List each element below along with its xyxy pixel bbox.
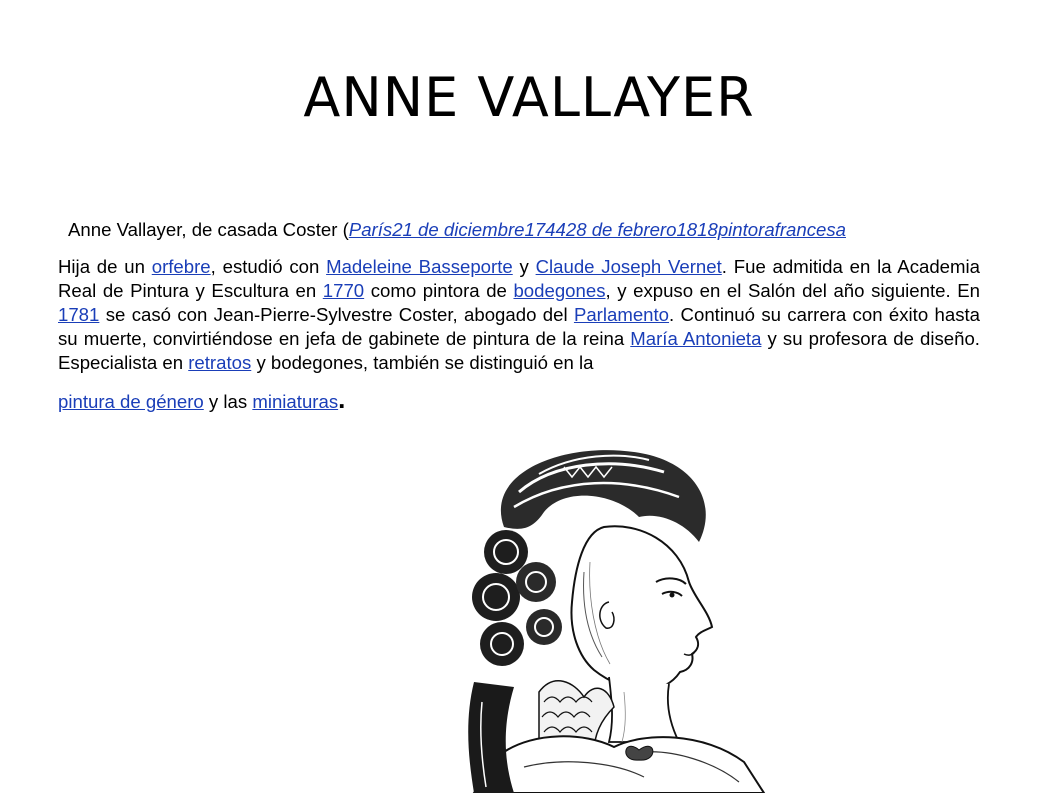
bio-text: y bodegones, también se distinguió en la [251, 352, 594, 373]
basseporte-link[interactable]: Madeleine Basseporte [326, 256, 513, 277]
bio-text: se casó con Jean-Pierre-Sylvestre Coster, abogado del [99, 304, 574, 325]
retratos-link[interactable]: retratos [188, 352, 252, 373]
miniaturas-link[interactable]: miniaturas [252, 391, 339, 412]
portrait-engraving [444, 432, 774, 793]
bio-text: , estudió con [210, 256, 327, 277]
last-line [58, 384, 980, 414]
period-mark: . [338, 384, 346, 414]
pintura-de-genero-link[interactable]: pintura de género [58, 391, 204, 412]
bio-text: y [512, 256, 536, 277]
bio-text: . Fue admitida en la Academia Real de Pintura y Escultura en [58, 256, 980, 301]
year-1770-link[interactable]: 1770 [322, 280, 365, 301]
birth-death-link[interactable]: París21 de diciembre174428 de febrero1818pintorafrancesa [348, 219, 846, 240]
orfebre-link[interactable]: orfebre [151, 256, 211, 277]
bio-text: como pintora de [364, 280, 514, 301]
bodegones-link[interactable]: bodegones [513, 280, 606, 301]
biography-paragraph [58, 255, 980, 414]
maria-antonieta-link[interactable]: María Antonieta [630, 328, 762, 349]
body-text [58, 218, 980, 414]
vernet-link[interactable]: Claude Joseph Vernet [535, 256, 722, 277]
bio-text: Hija de un [58, 256, 152, 277]
parlamento-link[interactable]: Parlamento [573, 304, 670, 325]
bio-text: , y expuso en el Salón del año siguiente. En [605, 280, 980, 301]
intro-text: Anne Vallayer, de casada Coster ( [68, 219, 349, 240]
year-1781-link[interactable]: 1781 [58, 304, 100, 325]
slide-title: ANNE VALLAYER [303, 66, 755, 129]
bio-text: y su profesora de diseño. Especialista en [58, 328, 980, 373]
bio-text: y las [203, 391, 253, 412]
intro-paragraph [58, 218, 980, 242]
bio-text: . Continuó su carrera con éxito hasta su muerte, convirtiéndose en jefa de gabinete de pintura de la reina [58, 304, 980, 349]
